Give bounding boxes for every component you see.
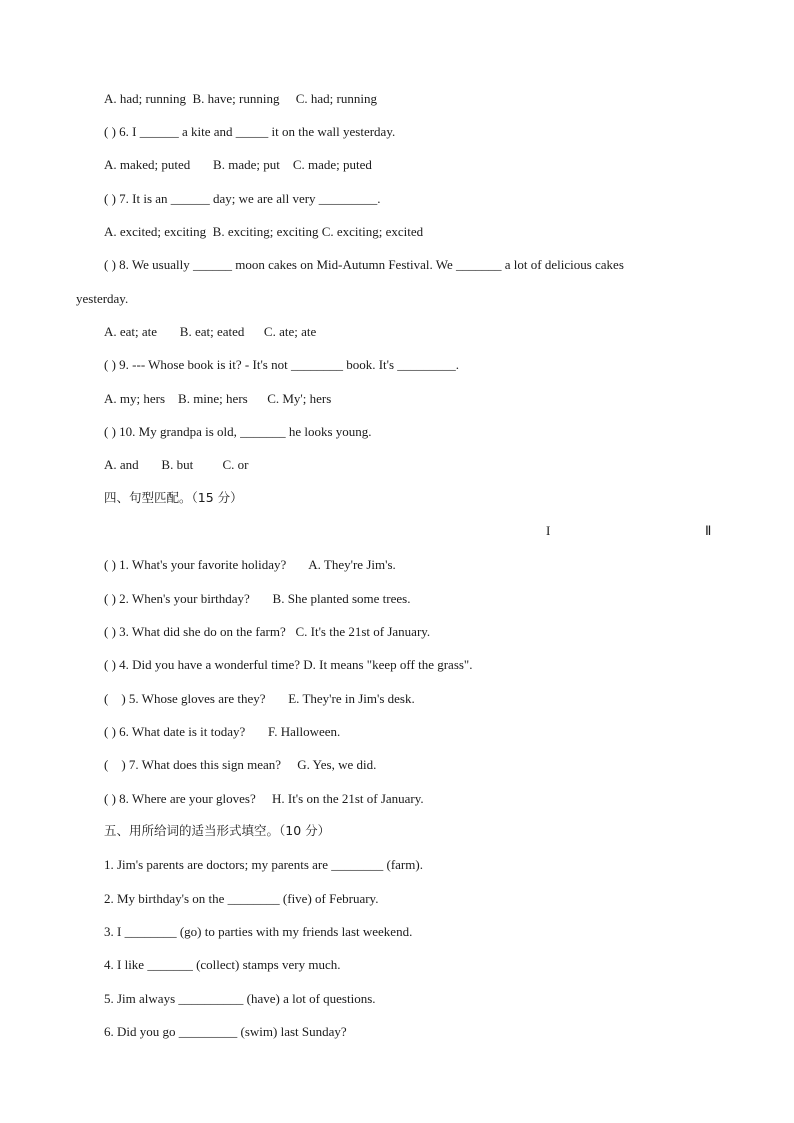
fill-2: 2. My birthday's on the ________ (five) of February. [104,891,379,906]
match-3: ( ) 3. What did she do on the farm? C. It's the 21st of January. [104,624,431,639]
question-6: ( ) 6. I ______ a kite and _____ it on the wall yesterday. [104,124,396,139]
match-6: ( ) 6. What date is it today? F. Halloween. [104,724,341,739]
q6-options: A. maked; puted B. made; put C. made; puted [104,157,372,172]
section-4-heading: 四、句型匹配。（15 分） [104,490,243,505]
q10-options: A. and B. but C. or [104,457,249,472]
match-8: ( ) 8. Where are your gloves? H. It's on the 21st of January. [104,791,424,806]
q7-options: A. excited; exciting B. exciting; exciting C. exciting; excited [104,224,424,239]
fill-5: 5. Jim always __________ (have) a lot of questions. [104,991,376,1006]
column-label-2: Ⅱ [705,523,712,538]
match-5: ( ) 5. Whose gloves are they? E. They're in Jim's desk. [104,691,415,706]
fill-3: 3. I ________ (go) to parties with my friends last weekend. [104,924,413,939]
match-4: ( ) 4. Did you have a wonderful time? D. It means "keep off the grass". [104,657,473,672]
question-8: ( ) 8. We usually ______ moon cakes on Mid-Autumn Festival. We _______ a lot of delicious cakes [104,257,624,272]
q8-options: A. eat; ate B. eat; eated C. ate; ate [104,324,317,339]
q9-options: A. my; hers B. mine; hers C. My'; hers [104,391,332,406]
question-10: ( ) 10. My grandpa is old, _______ he looks young. [104,424,372,439]
column-label-1: I [546,523,551,538]
match-2: ( ) 2. When's your birthday? B. She planted some trees. [104,591,411,606]
fill-4: 4. I like _______ (collect) stamps very much. [104,957,341,972]
q5-options: A. had; running B. have; running C. had; running [104,91,377,106]
question-7: ( ) 7. It is an ______ day; we are all very _________. [104,191,381,206]
fill-6: 6. Did you go _________ (swim) last Sunday? [104,1024,347,1039]
match-7: ( ) 7. What does this sign mean? G. Yes, we did. [104,757,377,772]
match-1: ( ) 1. What's your favorite holiday? A. They're Jim's. [104,557,396,572]
fill-1: 1. Jim's parents are doctors; my parents are ________ (farm). [104,857,423,872]
question-8-continued: yesterday. [76,291,129,306]
section-5-heading: 五、用所给词的适当形式填空。（10 分） [104,823,331,838]
question-9: ( ) 9. --- Whose book is it? - It's not ________ book. It's _________. [104,357,460,372]
